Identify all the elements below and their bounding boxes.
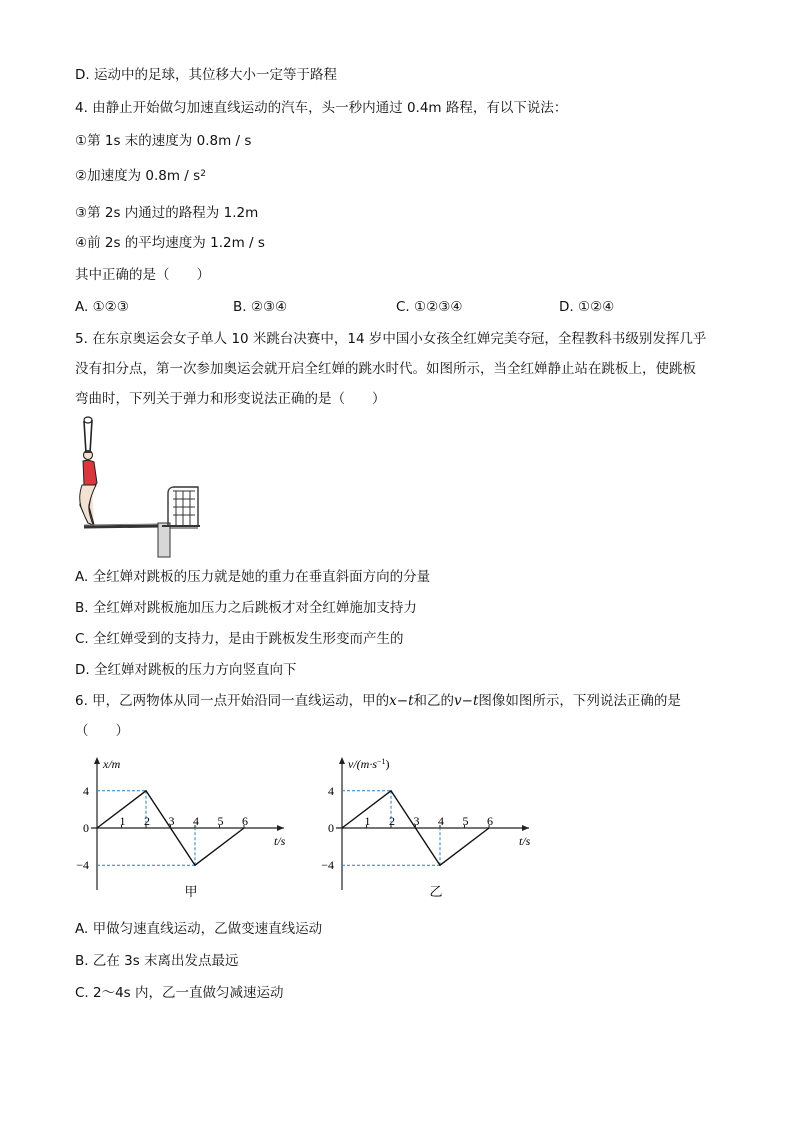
q6-option-a[interactable]: A. 甲做匀速直线运动，乙做变速直线运动 [75,921,323,937]
q4-option-a[interactable]: A. ①②③ [75,299,129,315]
q4-statement-1: ①第 1s 末的速度为 0.8m / s [75,133,252,149]
chart-jia [70,755,285,905]
q5-stem-line-1: 5. 在东京奥运会女子单人 10 米跳台决赛中，14 岁中国小女孩全红婵完美夺冠，全程教科书级别发挥几乎 [75,331,707,347]
x-axis-label: t/s [274,834,286,848]
x-tick-label: 4 [438,814,444,828]
q4-question: 其中正确的是（ ） [75,267,210,283]
x-tick-label: 4 [193,814,199,828]
chart-caption: 乙 [429,885,443,900]
q6-stem-post: 图像如图所示，下列说法正确的是 [478,693,681,709]
y-axis-label-sup: −1 [377,757,386,766]
q6-paren: （ ） [75,723,129,739]
diving-board-illustration [70,415,205,560]
x-tick-label: 3 [168,814,175,828]
y-axis-label-close: ) [385,757,390,771]
y-tick-label: −4 [321,858,334,873]
x-tick-label: 2 [144,814,150,828]
q6-vt-symbol: v−t [454,693,479,709]
q6-stem-pre: 6. 甲，乙两物体从同一点开始沿同一直线运动，甲的 [75,693,390,709]
y-tick-label: 0 [328,821,334,835]
x-tick-label: 6 [487,814,493,828]
q4-statement-2 [75,167,206,185]
q5-stem-line-3: 弯曲时，下列关于弹力和形变说法正确的是（ ） [75,391,386,407]
q4-stem: 4. 由静止开始做匀加速直线运动的汽车，头一秒内通过 0.4m 路程，有以下说法： [75,100,568,116]
q4-option-d[interactable]: D. ①②④ [559,299,615,315]
y-axis-label: $v/(m\cdot s^{-1})$ [348,757,390,771]
x-axis-arrow [522,825,529,831]
q4-option-c[interactable]: C. ①②③④ [396,299,463,315]
q6-option-b[interactable]: B. 乙在 3s 末离出发点最远 [75,953,239,969]
x-tick-label: 1 [119,814,126,828]
q5-stem-line-2: 没有扣分点，第一次参加奥运会就开启全红婵的跳水时代。如图所示，当全红婵静止站在跳板上，使跳板 [75,361,696,377]
q6-stem-mid: 和乙的 [413,693,455,709]
chart-yi [315,755,545,905]
x-tick-label: 3 [413,814,420,828]
q5-option-c[interactable]: C. 全红婵受到的支持力，是由于跳板发生形变而产生的 [75,631,404,647]
superscript: 2 [200,169,206,179]
x-tick-label: 6 [242,814,248,828]
q4-statement-3: ③第 2s 内通过的路程为 1.2m [75,205,259,221]
q6-xt-symbol: x−t [389,693,414,709]
x-axis-arrow [277,825,284,831]
x-axis-label: t/s [519,834,531,848]
q4-statement-4: ④前 2s 的平均速度为 1.2m / s [75,235,265,251]
statement-2-text: ②加速度为 0.8m / s [75,168,201,184]
y-axis-arrow [94,757,100,764]
q5-option-b[interactable]: B. 全红婵对跳板施加压力之后跳板才对全红婵施加支持力 [75,600,417,616]
y-tick-label: 4 [83,783,89,798]
y-tick-label: −4 [76,858,89,873]
y-tick-label: 0 [83,821,89,835]
x-tick-label: 5 [462,814,469,828]
y-axis-label: x/m [103,757,121,771]
q4-option-b[interactable]: B. ②③④ [233,299,288,315]
q6-stem [75,692,681,710]
x-tick-label: 2 [389,814,395,828]
q6-option-c[interactable]: C. 2～4s 内，乙一直做匀减速运动 [75,985,284,1001]
y-tick-label: 4 [328,783,334,798]
chart-caption: 甲 [184,885,198,900]
x-tick-label: 1 [364,814,371,828]
q3-option-d: D. 运动中的足球，其位移大小一定等于路程 [75,67,337,83]
q5-option-d[interactable]: D. 全红婵对跳板的压力方向竖直向下 [75,662,297,678]
y-axis-arrow [339,757,345,764]
q5-option-a[interactable]: A. 全红婵对跳板的压力就是她的重力在垂直斜面方向的分量 [75,569,431,585]
x-tick-label: 5 [217,814,224,828]
